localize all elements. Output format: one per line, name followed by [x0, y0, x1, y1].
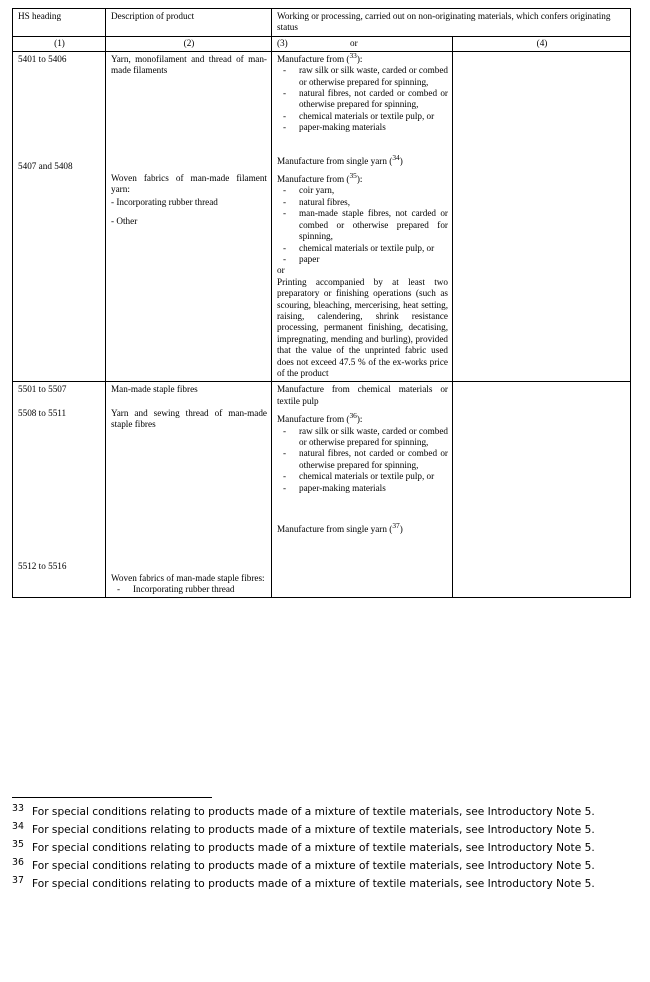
row-description-5401 [106, 51, 272, 382]
footnote-36 [12, 856, 638, 874]
column-number-1: (1) [13, 36, 106, 51]
working-single-yarn-post: ) [399, 155, 403, 166]
list-item: - chemical materials or textile pulp, or [277, 243, 448, 254]
row-working-5501 [272, 382, 453, 598]
description-sub-other: - Other [111, 215, 138, 226]
header-hs-heading: HS heading [13, 9, 106, 37]
table-row [13, 382, 631, 598]
footnote-text: For special conditions relating to products made of a mixture of textile materials, see Introductory Note 5. [32, 859, 595, 872]
column-3-or-label: or [350, 37, 358, 48]
working-items-5407 [277, 185, 448, 265]
list-item: - paper-making materials [277, 483, 448, 494]
working-or-connector: or [277, 265, 285, 276]
working-intro-5508 [277, 411, 448, 425]
list-item: - natural fibres, [277, 197, 448, 208]
list-item: - raw silk or silk waste, carded or combed or otherwise prepared for spinning, [277, 65, 448, 88]
table-row [13, 51, 631, 382]
working-intro-5508-post: ): [356, 414, 363, 425]
footnotes-section [12, 803, 638, 896]
footnote-number: 33 [12, 803, 24, 814]
working-intro-post: ): [356, 53, 363, 64]
working-intro-5407-post: ): [356, 174, 363, 185]
footnote-34 [12, 820, 638, 838]
table-header-row [13, 9, 631, 37]
footnote-33 [12, 803, 638, 820]
footnote-number: 37 [12, 874, 24, 886]
list-item: - chemical materials or textile pulp, or [277, 471, 448, 482]
working-intro-5401 [277, 50, 448, 65]
footnote-ref-33: 33 [349, 50, 357, 60]
table-numbering-row [13, 36, 631, 51]
hs-heading-value: 5401 to 5406 [18, 53, 67, 64]
footnote-separator-rule [12, 797, 212, 798]
footnote-number: 36 [12, 856, 24, 868]
column-number-2: (2) [106, 36, 272, 51]
footnote-text: For special conditions relating to products made of a mixture of textile materials, see Introductory Note 5. [32, 841, 595, 854]
description-text-5501: Man-made staple fibres [111, 384, 198, 395]
description-items-5512 [111, 584, 267, 595]
working-single-yarn-pre: Manufacture from single yarn ( [277, 155, 393, 166]
row-hs-heading-5401 [13, 51, 106, 382]
hs-heading-value-5501: 5501 to 5507 [18, 384, 67, 395]
description-title-5512: Woven fabrics of man-made staple fibres: [111, 572, 265, 583]
description-title-5407: Woven fabrics of man-made filament yarn: [111, 172, 267, 195]
footnote-number: 35 [12, 838, 24, 850]
working-text-5501: Manufacture from chemical materials or textile pulp [277, 384, 448, 406]
column-number-3 [272, 36, 453, 51]
footnote-text: For special conditions relating to products made of a mixture of textile materials, see Introductory Note 5. [32, 877, 595, 890]
footnote-ref-37: 37 [392, 520, 400, 530]
header-description: Description of product [106, 9, 272, 37]
column-number-3-label: (3) [277, 37, 288, 48]
footnote-number: 34 [12, 820, 24, 832]
working-intro-5407 [277, 171, 448, 185]
hs-heading-value-5407: 5407 and 5408 [18, 161, 73, 172]
working-printing-paragraph: Printing accompanied by at least two preparatory or finishing operations (such as scouring, bleaching, mercerising, heat setting, raising, calendering, shrink resistance processing, permanent finishing, decatising, impregnating, mending and burling), provided that the value of the unprinted fabric used does not exceed 47.5 % of the ex-works price of the product [277, 276, 448, 378]
hs-heading-value-5512: 5512 to 5516 [18, 561, 67, 572]
footnote-text: For special conditions relating to products made of a mixture of textile materials, see Introductory Note 5. [32, 823, 595, 836]
footnote-ref-35: 35 [349, 171, 357, 180]
row-description-5501 [106, 382, 272, 598]
working-single-yarn-37-post: ) [399, 524, 403, 535]
hs-heading-value-5508: 5508 to 5511 [18, 407, 67, 418]
list-item: - Incorporating rubber thread [111, 584, 267, 595]
working-intro-5407-pre: Manufacture from ( [277, 174, 350, 185]
footnote-text: For special conditions relating to products made of a mixture of textile materials, see Introductory Note 5. [32, 806, 595, 818]
rules-of-origin-table [12, 8, 631, 598]
row-col4-5501 [453, 382, 631, 598]
list-item: - paper [277, 254, 448, 265]
header-working-processing: Working or processing, carried out on non-originating materials, which confers originating status [272, 9, 631, 37]
list-item: - raw silk or silk waste, carded or combed or otherwise prepared for spinning, [277, 426, 448, 449]
column-number-4: (4) [453, 36, 631, 51]
footnote-35 [12, 838, 638, 856]
footnote-37 [12, 874, 638, 892]
list-item: - paper-making materials [277, 122, 448, 133]
description-text: Yarn, monofilament and thread of man-made filaments [111, 53, 267, 76]
list-item: - man-made staple fibres, not carded or combed or otherwise prepared for spinning, [277, 208, 448, 242]
list-item: - natural fibres, not carded or combed or otherwise prepared for spinning, [277, 448, 448, 471]
list-item: - natural fibres, not carded or combed or otherwise prepared for spinning, [277, 88, 448, 111]
working-items-5508 [277, 426, 448, 494]
description-sub-incorporating-rubber-thread: - Incorporating rubber thread [111, 197, 218, 208]
working-single-yarn-34 [277, 152, 448, 167]
working-single-yarn-37 [277, 520, 448, 535]
row-working-5401 [272, 51, 453, 382]
row-col4-5401 [453, 51, 631, 382]
footnote-ref-36: 36 [349, 411, 357, 421]
working-single-yarn-37-pre: Manufacture from single yarn ( [277, 524, 393, 535]
list-item: - chemical materials or textile pulp, or [277, 111, 448, 122]
working-intro-5508-pre: Manufacture from ( [277, 414, 350, 425]
description-text-5508: Yarn and sewing thread of man-made staple fibres [111, 407, 267, 430]
footnote-ref-34: 34 [392, 152, 400, 162]
working-items-5401 [277, 65, 448, 133]
row-hs-heading-5501 [13, 382, 106, 598]
working-intro-pre: Manufacture from ( [277, 53, 350, 64]
list-item: - coir yarn, [277, 185, 448, 196]
